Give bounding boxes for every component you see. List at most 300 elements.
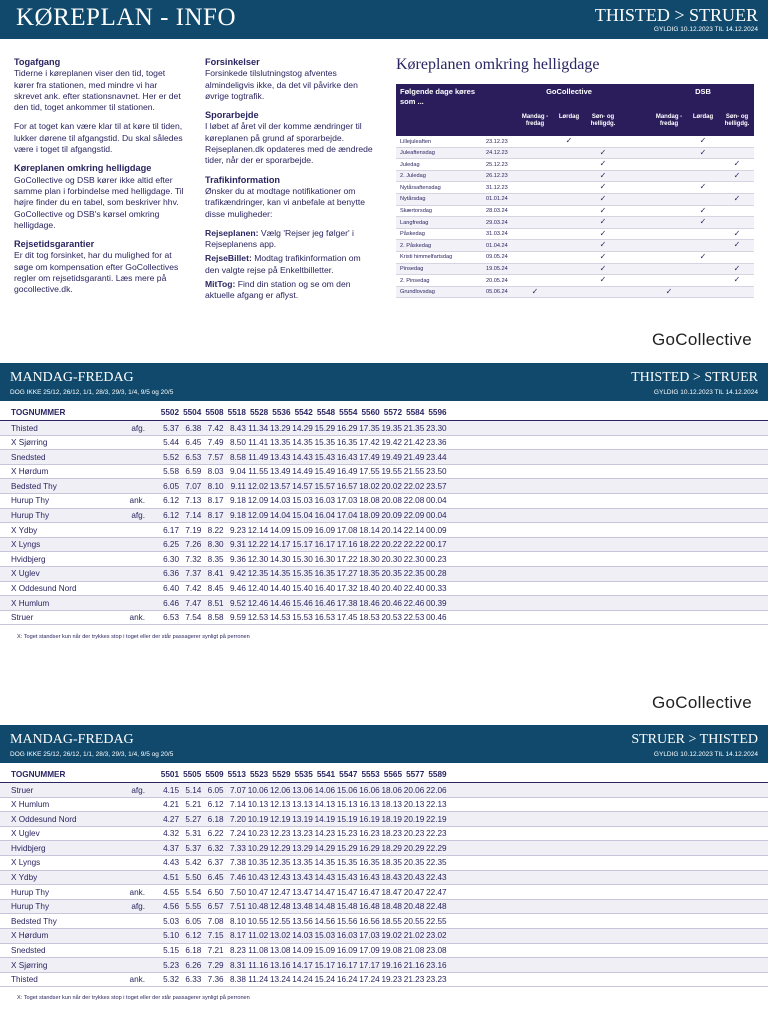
departure-time: 00.09 bbox=[426, 525, 447, 535]
check-icon: ✓ bbox=[565, 136, 573, 145]
departure-time: 5.37 bbox=[163, 423, 179, 433]
departure-time: 13.43 bbox=[292, 873, 313, 883]
departure-time: 9.18 bbox=[229, 511, 246, 521]
departure-time: 18.55 bbox=[381, 916, 402, 926]
departure-time: 6.57 bbox=[207, 902, 224, 912]
departure-time: 22.47 bbox=[426, 887, 447, 897]
info-column-middle bbox=[205, 57, 373, 310]
departure-time: 14.35 bbox=[314, 858, 336, 868]
garanti-heading: Rejsetidsgarantier bbox=[14, 239, 95, 250]
trafik-heading: Trafikinformation bbox=[205, 174, 281, 185]
departure-time: 6.53 bbox=[185, 452, 202, 462]
holiday-sub-header: Søn- og helligdg. bbox=[724, 114, 750, 127]
departure-time: 22.14 bbox=[403, 525, 425, 535]
gocollective-logo: GoCollective bbox=[652, 330, 752, 349]
departure-time: 16.53 bbox=[314, 613, 336, 623]
departure-time: 16.49 bbox=[336, 467, 358, 477]
departure-time: 15.57 bbox=[314, 481, 336, 491]
departure-time: 23.30 bbox=[426, 423, 447, 433]
departure-time: 7.26 bbox=[185, 540, 202, 550]
station-name: X Uglev bbox=[11, 829, 40, 839]
departure-time: 00.46 bbox=[426, 613, 447, 623]
departure-time: 16.17 bbox=[336, 960, 358, 970]
check-icon: ✓ bbox=[599, 147, 607, 157]
departure-time: 12.22 bbox=[247, 540, 269, 550]
departure-time: 12.35 bbox=[247, 569, 269, 579]
departure-time: 16.03 bbox=[314, 496, 336, 506]
departure-time: 14.17 bbox=[270, 540, 291, 550]
departure-time: 9.42 bbox=[229, 569, 246, 579]
station-name: Bedsted Thy bbox=[11, 481, 57, 491]
departure-time: 11.49 bbox=[248, 452, 269, 462]
departure-time: 4.15 bbox=[163, 785, 179, 795]
departure-time: 00.04 bbox=[426, 511, 447, 521]
departure-time: 8.17 bbox=[229, 931, 246, 941]
holiday-name: Grundlovsdag bbox=[400, 289, 435, 296]
departure-time: 16.29 bbox=[336, 423, 358, 433]
departure-time: 10.13 bbox=[247, 800, 269, 810]
departure-time: 14.24 bbox=[292, 975, 313, 985]
departure-time: 6.46 bbox=[163, 598, 179, 608]
check-icon: ✓ bbox=[733, 275, 741, 285]
holiday-name: Lillejuleaften bbox=[400, 138, 432, 145]
train-number: 5554 bbox=[339, 408, 358, 417]
departure-time: 17.45 bbox=[336, 613, 358, 623]
departure-time: 18.29 bbox=[381, 843, 402, 853]
departure-time: 10.29 bbox=[247, 843, 269, 853]
station-name: X Oddesund Nord bbox=[11, 814, 77, 824]
holiday-row bbox=[396, 240, 754, 252]
check-icon: ✓ bbox=[699, 182, 707, 192]
trafik-mittog-text: Find din station og se om den aktuelle afgang er aflyst. bbox=[205, 279, 351, 301]
departure-time: 6.26 bbox=[185, 960, 202, 970]
departure-time: 17.24 bbox=[359, 975, 380, 985]
station-name: Hvidbjerg bbox=[11, 843, 46, 853]
departure-time: 22.48 bbox=[426, 902, 447, 912]
departure-time: 10.06 bbox=[247, 785, 269, 795]
departure-time: 5.32 bbox=[163, 975, 179, 985]
departure-time: 6.12 bbox=[207, 800, 224, 810]
departure-time: 15.56 bbox=[336, 916, 358, 926]
departure-time: 13.49 bbox=[270, 467, 291, 477]
garanti-text: Er dit tog forsinket, har du mulighed for at søge om kompensation efter GoCollectives regler om rejsetidsgaranti. Læs mere på gocollective.dk. bbox=[14, 250, 179, 295]
check-icon: ✓ bbox=[531, 286, 539, 296]
departure-time: 23.02 bbox=[426, 931, 447, 941]
station-name: X Ydby bbox=[11, 873, 38, 883]
departure-time: 6.05 bbox=[207, 785, 224, 795]
sporarbejde-text: I løbet af året vil der komme ændringer til køreplanen på grund af sporarbejde. Rejseplanen.dk opdateres med de ændrede tider, når der er sporarbejde. bbox=[205, 121, 373, 166]
departure-time: 6.53 bbox=[163, 613, 179, 623]
train-number-label: TOGNUMMER bbox=[11, 408, 66, 417]
departure-time: 6.50 bbox=[207, 887, 224, 897]
check-icon: ✓ bbox=[599, 182, 607, 192]
departure-time: 7.42 bbox=[185, 584, 202, 594]
info-column-left bbox=[14, 57, 184, 304]
station-name: X Sjørring bbox=[11, 960, 48, 970]
departure-time: 21.49 bbox=[403, 452, 425, 462]
departure-time: 22.23 bbox=[426, 829, 447, 839]
departure-time: 10.47 bbox=[247, 887, 269, 897]
timetable-note: X: Toget standser kun når der trykkes stop i toget eller der står passagerer synligt på perronen bbox=[17, 995, 250, 1001]
departure-time: 5.14 bbox=[185, 785, 202, 795]
departure-time: 15.03 bbox=[292, 496, 313, 506]
departure-time: 12.47 bbox=[270, 887, 291, 897]
departure-time: 7.14 bbox=[229, 800, 246, 810]
departure-time: 17.04 bbox=[336, 511, 358, 521]
departure-time: 13.48 bbox=[292, 902, 313, 912]
departure-time: 7.42 bbox=[207, 423, 224, 433]
station-name: X Oddesund Nord bbox=[11, 584, 77, 594]
departure-time: 16.23 bbox=[359, 829, 380, 839]
departure-time: 8.38 bbox=[229, 975, 246, 985]
departure-time: 13.35 bbox=[292, 858, 313, 868]
departure-time: 4.27 bbox=[163, 814, 179, 824]
timetable-header-row bbox=[0, 766, 768, 783]
departure-time: 22.46 bbox=[403, 598, 425, 608]
departure-time: 7.49 bbox=[207, 438, 224, 448]
departure-time: 12.13 bbox=[270, 800, 291, 810]
departure-time: 7.37 bbox=[185, 569, 202, 579]
holiday-name: Nytårsaftensdag bbox=[400, 184, 441, 191]
departure-time: 10.43 bbox=[247, 873, 269, 883]
departure-time: 21.55 bbox=[403, 467, 425, 477]
holiday-name: Juledag bbox=[400, 161, 420, 168]
departure-time: 14.03 bbox=[292, 931, 313, 941]
train-number: 5560 bbox=[361, 408, 380, 417]
departure-time: 16.29 bbox=[359, 843, 380, 853]
departure-time: 12.09 bbox=[247, 511, 269, 521]
check-icon: ✓ bbox=[599, 240, 607, 250]
holiday-date: 28.03.24 bbox=[486, 208, 508, 215]
departure-time: 12.46 bbox=[247, 598, 269, 608]
departure-time: 22.22 bbox=[403, 540, 425, 550]
departure-time: 8.50 bbox=[229, 438, 246, 448]
departure-time: 22.06 bbox=[426, 785, 447, 795]
departure-time: 15.43 bbox=[314, 452, 336, 462]
departure-time: 7.19 bbox=[185, 525, 202, 535]
trafik-mittog bbox=[205, 279, 373, 302]
departure-time: 9.31 bbox=[229, 540, 246, 550]
departure-time: 6.59 bbox=[185, 467, 202, 477]
departure-time: 8.51 bbox=[207, 598, 224, 608]
departure-time: 22.43 bbox=[426, 873, 447, 883]
departure-time: 14.46 bbox=[270, 598, 291, 608]
train-number: 5541 bbox=[316, 770, 336, 779]
departure-time: 9.18 bbox=[229, 496, 246, 506]
departure-time: 13.08 bbox=[270, 946, 291, 956]
departure-time: 13.24 bbox=[270, 975, 291, 985]
departure-time: 15.03 bbox=[314, 931, 336, 941]
departure-time: 13.29 bbox=[292, 843, 313, 853]
train-number: 5528 bbox=[249, 408, 269, 417]
departure-time: 19.55 bbox=[381, 467, 402, 477]
departure-time: 20.02 bbox=[381, 481, 402, 491]
departure-time: 17.09 bbox=[359, 946, 380, 956]
station-name: Thisted bbox=[11, 423, 38, 433]
station-name: X Hørdum bbox=[11, 931, 49, 941]
departure-time: 5.27 bbox=[185, 814, 202, 824]
departure-time: 7.57 bbox=[207, 452, 224, 462]
departure-time: 17.38 bbox=[336, 598, 358, 608]
departure-time: 11.55 bbox=[248, 467, 269, 477]
train-number: 5572 bbox=[383, 408, 402, 417]
departure-time: 20.23 bbox=[403, 829, 425, 839]
departure-time: 5.37 bbox=[185, 843, 202, 853]
departure-time: 16.09 bbox=[336, 946, 358, 956]
departure-time: 15.49 bbox=[314, 467, 336, 477]
departure-time: 16.35 bbox=[314, 569, 336, 579]
departure-time: 11.24 bbox=[248, 975, 269, 985]
station-name: Hvidbjerg bbox=[11, 554, 46, 564]
trafik-rejseplanen bbox=[205, 228, 373, 251]
holiday-date: 29.03.24 bbox=[486, 219, 508, 226]
departure-time: 21.02 bbox=[403, 931, 425, 941]
stop-type: afg. bbox=[131, 785, 145, 795]
departure-time: 14.35 bbox=[292, 438, 313, 448]
departure-time: 6.12 bbox=[163, 511, 179, 521]
departure-time: 14.35 bbox=[270, 569, 291, 579]
holiday-table-header bbox=[396, 84, 754, 136]
departure-time: 10.35 bbox=[247, 858, 269, 868]
departure-time: 12.06 bbox=[270, 785, 291, 795]
departure-time: 7.36 bbox=[207, 975, 224, 985]
departure-time: 00.33 bbox=[426, 584, 447, 594]
departure-time: 00.17 bbox=[426, 540, 447, 550]
departure-time: 14.40 bbox=[270, 584, 291, 594]
holiday-name: 2. Pinsedag bbox=[400, 277, 430, 284]
departure-time: 16.47 bbox=[359, 887, 380, 897]
departure-time: 20.35 bbox=[403, 858, 425, 868]
holiday-name: 2. Påskedag bbox=[400, 242, 432, 249]
departure-time: 23.16 bbox=[426, 960, 447, 970]
departure-time: 17.35 bbox=[359, 423, 380, 433]
holiday-sub-header: Lørdag bbox=[692, 114, 714, 120]
holiday-row bbox=[396, 182, 754, 194]
holiday-row bbox=[396, 217, 754, 229]
departure-time: 6.22 bbox=[207, 829, 224, 839]
holiday-date: 25.12.23 bbox=[486, 161, 508, 168]
departure-time: 5.10 bbox=[163, 931, 179, 941]
departure-time: 14.29 bbox=[292, 423, 313, 433]
table-row bbox=[0, 783, 768, 798]
check-icon: ✓ bbox=[733, 159, 741, 169]
departure-time: 21.23 bbox=[403, 975, 425, 985]
departure-time: 18.53 bbox=[359, 613, 380, 623]
train-number: 5542 bbox=[294, 408, 313, 417]
departure-time: 21.35 bbox=[403, 423, 425, 433]
togafgang-text-2: For at toget kan være klar til at køre til tiden, lukker dørene til afgangstid. Du skal således være i toget til afgangstid. bbox=[14, 121, 183, 155]
train-number-label: TOGNUMMER bbox=[11, 770, 66, 779]
holiday-date: 05.06.24 bbox=[486, 289, 508, 296]
station-name: Thisted bbox=[11, 975, 38, 985]
departure-time: 8.17 bbox=[207, 511, 224, 521]
departure-time: 18.22 bbox=[359, 540, 380, 550]
forsinkelser-text: Forsinkede tilslutningstog afventes almindeligvis ikke, da det vil påvirke den øvrige togtrafik. bbox=[205, 68, 358, 101]
holiday-row bbox=[396, 264, 754, 276]
departure-time: 14.30 bbox=[270, 554, 291, 564]
departure-time: 22.30 bbox=[403, 554, 425, 564]
holiday-date: 20.05.24 bbox=[486, 277, 508, 284]
departure-time: 23.36 bbox=[426, 438, 447, 448]
departure-time: 14.23 bbox=[314, 829, 336, 839]
sporarbejde-heading: Sporarbejde bbox=[205, 110, 259, 121]
departure-time: 8.30 bbox=[207, 540, 224, 550]
departure-time: 5.03 bbox=[163, 916, 179, 926]
departure-time: 7.54 bbox=[185, 613, 202, 623]
departure-time: 11.08 bbox=[248, 946, 269, 956]
check-icon: ✓ bbox=[733, 228, 741, 238]
departure-time: 7.07 bbox=[229, 785, 246, 795]
departure-time: 15.30 bbox=[292, 554, 313, 564]
trafik-rejsebillet-label: RejseBillet: bbox=[205, 253, 252, 264]
train-number: 5504 bbox=[183, 408, 202, 417]
departure-time: 14.48 bbox=[314, 902, 336, 912]
departure-time: 11.41 bbox=[248, 438, 269, 448]
holiday-name: Skærtorsdag bbox=[400, 208, 433, 215]
helligdage-text: GoCollective og DSB kører ikke altid efter samme plan i forbindelse med helligdage. Til højre finder du en tabel, som beskriver hhv. GoCollective og DSB's kørsel omkring helligdage. bbox=[14, 174, 184, 230]
departure-time: 5.21 bbox=[185, 800, 202, 810]
departure-time: 10.23 bbox=[247, 829, 269, 839]
departure-time: 5.50 bbox=[185, 873, 202, 883]
departure-time: 19.08 bbox=[381, 946, 402, 956]
table-row bbox=[0, 611, 768, 626]
train-number: 5596 bbox=[428, 408, 447, 417]
departure-time: 14.47 bbox=[314, 887, 336, 897]
holiday-name: Langfredag bbox=[400, 219, 429, 226]
departure-time: 7.21 bbox=[207, 946, 224, 956]
departure-time: 18.43 bbox=[381, 873, 402, 883]
station-name: X Ydby bbox=[11, 525, 38, 535]
trafik-rejseplanen-text: Vælg 'Rejser jeg følger' i Rejseplanens app. bbox=[205, 227, 354, 250]
departure-time: 8.10 bbox=[207, 481, 224, 491]
holiday-date: 31.12.23 bbox=[486, 184, 508, 191]
departure-time: 16.48 bbox=[359, 902, 380, 912]
departure-time: 8.22 bbox=[207, 525, 224, 535]
departure-time: 15.17 bbox=[314, 960, 336, 970]
departure-time: 12.35 bbox=[270, 858, 291, 868]
train-number: 5589 bbox=[428, 770, 447, 779]
check-icon: ✓ bbox=[699, 251, 707, 261]
departure-time: 23.23 bbox=[426, 975, 447, 985]
departure-time: 4.43 bbox=[163, 858, 179, 868]
togafgang-text-1: Tiderne i køreplanen viser den tid, toget kører fra stationen, med mindre vi har skrevet ank. efter stationsnavnet. Her er det den tid, toget ankommer til stationen. bbox=[14, 68, 181, 113]
departure-time: 15.46 bbox=[292, 598, 313, 608]
check-icon: ✓ bbox=[699, 147, 707, 157]
station-name: Struer bbox=[11, 785, 34, 795]
departure-time: 6.45 bbox=[207, 873, 224, 883]
table-row bbox=[0, 812, 768, 827]
departure-time: 5.42 bbox=[185, 858, 202, 868]
departure-time: 17.03 bbox=[336, 496, 358, 506]
departure-time: 20.40 bbox=[381, 584, 402, 594]
holiday-date: 01.04.24 bbox=[486, 242, 508, 249]
departure-time: 8.35 bbox=[207, 554, 224, 564]
departure-time: 13.43 bbox=[270, 452, 291, 462]
forsinkelser-heading: Forsinkelser bbox=[205, 57, 260, 67]
departure-time: 20.47 bbox=[403, 887, 425, 897]
departure-time: 20.46 bbox=[381, 598, 402, 608]
holiday-name: Juleaftensdag bbox=[400, 150, 435, 157]
departure-time: 7.08 bbox=[207, 916, 224, 926]
departure-time: 11.16 bbox=[248, 960, 269, 970]
departure-time: 10.55 bbox=[247, 916, 269, 926]
departure-time: 8.23 bbox=[229, 946, 246, 956]
departure-time: 14.04 bbox=[270, 511, 291, 521]
check-icon: ✓ bbox=[699, 205, 707, 215]
trafik-rejseplanen-label: Rejseplanen: bbox=[205, 227, 259, 238]
train-number: 5501 bbox=[160, 770, 179, 779]
departure-time: 20.29 bbox=[403, 843, 425, 853]
departure-time: 16.17 bbox=[314, 540, 336, 550]
station-name: Snedsted bbox=[11, 452, 46, 462]
departure-time: 5.58 bbox=[163, 467, 179, 477]
check-icon: ✓ bbox=[599, 159, 607, 169]
check-icon: ✓ bbox=[599, 170, 607, 180]
check-icon: ✓ bbox=[599, 193, 607, 203]
departure-time: 5.23 bbox=[163, 960, 179, 970]
departure-time: 6.37 bbox=[207, 858, 224, 868]
departure-time: 18.35 bbox=[381, 858, 402, 868]
departure-time: 13.56 bbox=[292, 916, 313, 926]
departure-time: 14.17 bbox=[292, 960, 313, 970]
departure-time: 17.17 bbox=[359, 960, 380, 970]
departure-time: 14.57 bbox=[292, 481, 313, 491]
departure-time: 13.29 bbox=[270, 423, 291, 433]
departure-time: 16.43 bbox=[359, 873, 380, 883]
departure-time: 18.13 bbox=[381, 800, 402, 810]
departure-time: 18.30 bbox=[359, 554, 380, 564]
departure-time: 8.43 bbox=[229, 423, 246, 433]
departure-time: 6.36 bbox=[163, 569, 179, 579]
timetable-thisted-struer bbox=[0, 404, 768, 625]
holiday-row bbox=[396, 148, 754, 160]
gocollective-logo: GoCollective bbox=[652, 693, 752, 712]
station-name: X Humlum bbox=[11, 800, 50, 810]
departure-time: 16.56 bbox=[359, 916, 380, 926]
departure-time: 7.24 bbox=[229, 829, 246, 839]
train-number: 5553 bbox=[361, 770, 380, 779]
departure-time: 19.49 bbox=[381, 452, 402, 462]
departure-time: 13.16 bbox=[270, 960, 291, 970]
departure-time: 5.54 bbox=[185, 887, 202, 897]
train-number: 5529 bbox=[272, 770, 291, 779]
togafgang-heading: Togafgang bbox=[14, 57, 61, 67]
departure-time: 6.30 bbox=[163, 554, 179, 564]
departure-time: 7.51 bbox=[229, 902, 246, 912]
departure-time: 14.19 bbox=[314, 814, 336, 824]
departure-time: 16.03 bbox=[336, 931, 358, 941]
departure-time: 15.09 bbox=[292, 525, 313, 535]
stop-type: ank. bbox=[129, 496, 145, 506]
departure-time: 7.50 bbox=[229, 887, 246, 897]
departure-time: 22.53 bbox=[403, 613, 425, 623]
station-name: X Uglev bbox=[11, 569, 40, 579]
helligdage-heading: Køreplanen omkring helligdage bbox=[14, 163, 152, 174]
table-row bbox=[0, 421, 768, 436]
timetable-route: STRUER > THISTED bbox=[631, 732, 758, 747]
station-name: Snedsted bbox=[11, 946, 46, 956]
departure-time: 15.53 bbox=[292, 613, 313, 623]
route-title: THISTED > STRUER bbox=[594, 5, 758, 25]
departure-time: 16.35 bbox=[359, 858, 380, 868]
table-row bbox=[0, 552, 768, 567]
departure-time: 15.29 bbox=[336, 843, 358, 853]
holiday-row bbox=[396, 229, 754, 241]
departure-time: 21.16 bbox=[403, 960, 425, 970]
table-row bbox=[0, 900, 768, 915]
timetable-exceptions: DOG IKKE 25/12, 26/12, 1/1, 28/3, 29/3, 1/4, 9/5 og 20/5 bbox=[10, 389, 174, 396]
train-number: 5508 bbox=[205, 408, 224, 417]
